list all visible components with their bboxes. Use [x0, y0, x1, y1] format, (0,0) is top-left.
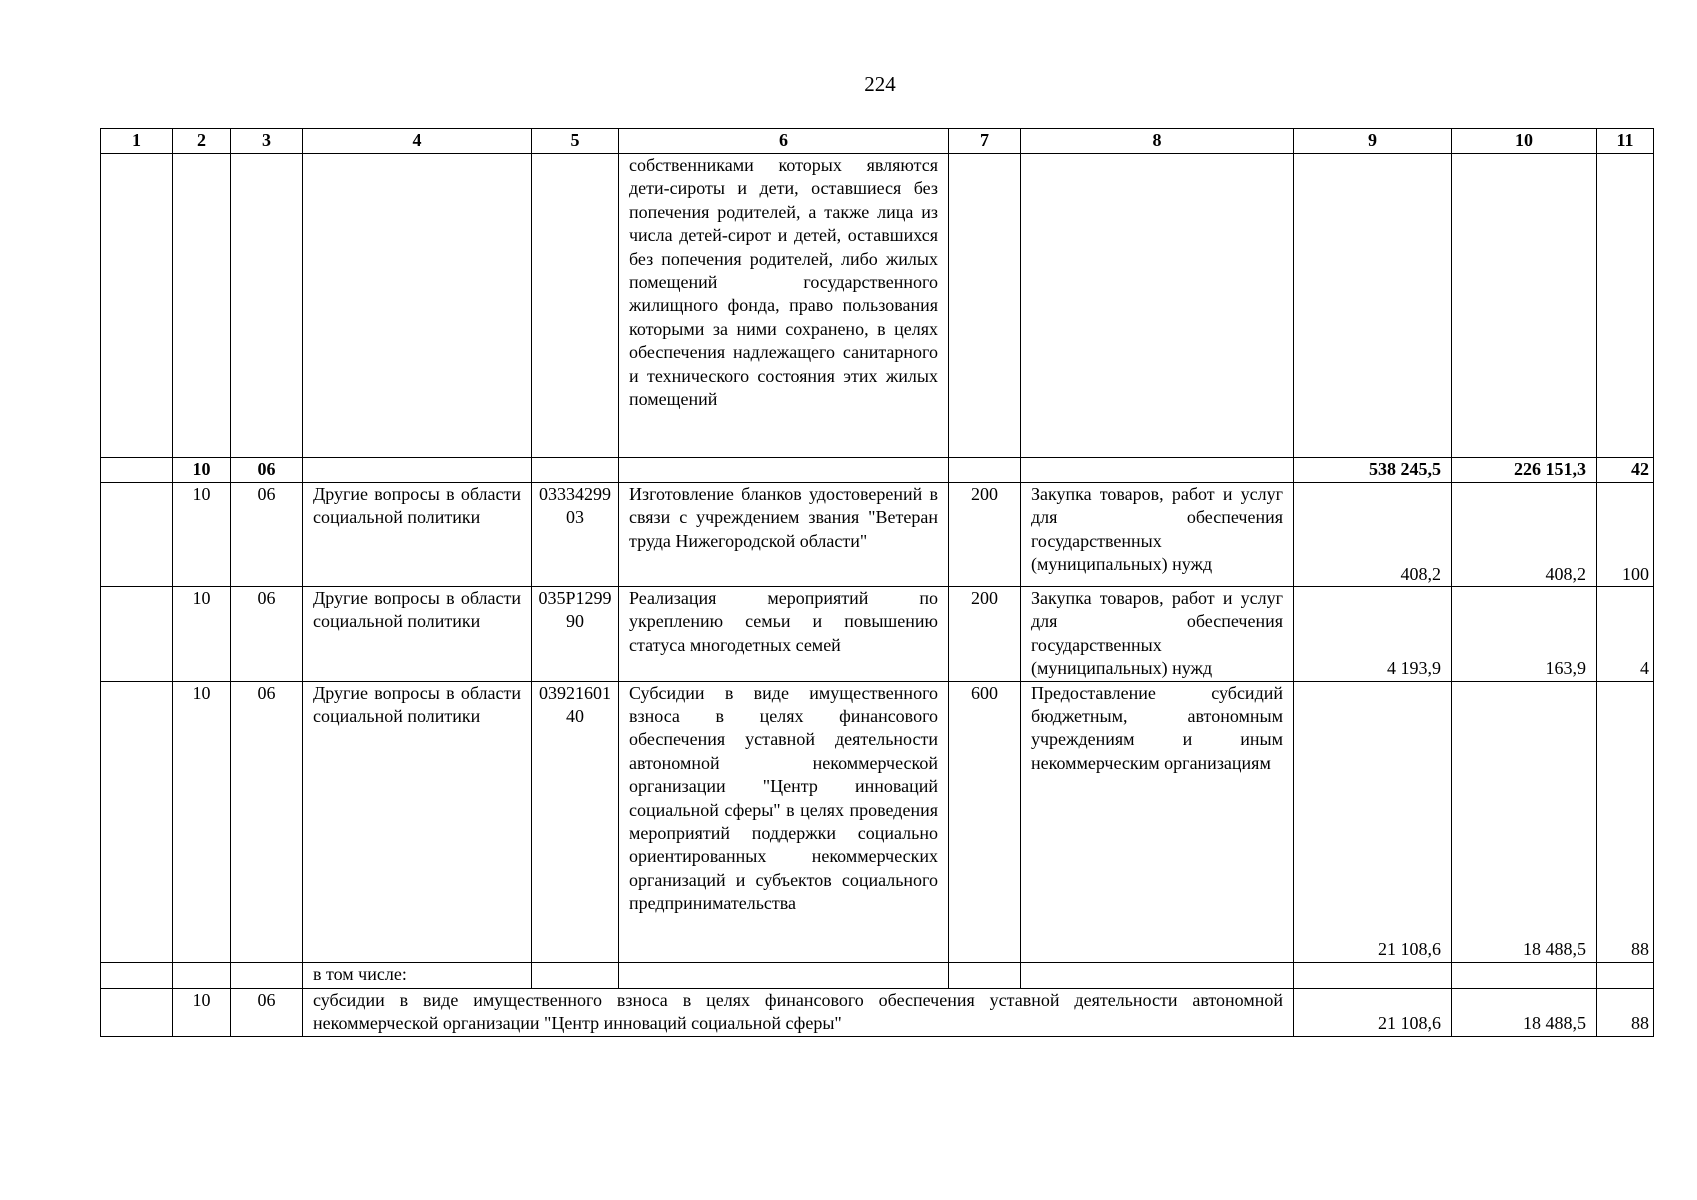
expense-type-code: 200 [949, 483, 1021, 587]
sub-row [101, 988, 1654, 1036]
header-cell: 2 [173, 129, 231, 154]
including-row [101, 962, 1654, 988]
subsection-code: 06 [231, 988, 303, 1036]
continuation-row [101, 154, 1654, 458]
header-row [101, 129, 1654, 154]
header-cell: 5 [532, 129, 619, 154]
section-code: 10 [173, 483, 231, 587]
planned-amount: 21 108,6 [1294, 988, 1452, 1036]
percent-executed: 42 [1597, 458, 1654, 483]
expense-type-code: 200 [949, 587, 1021, 682]
header-cell: 4 [303, 129, 532, 154]
header-cell: 11 [1597, 129, 1654, 154]
subsection-code: 06 [231, 681, 303, 962]
purpose-cell: Реализация мероприятий по укреплению семьи и повышению статуса многодетных семей [619, 587, 949, 682]
actual-amount: 226 151,3 [1452, 458, 1597, 483]
planned-amount: 21 108,6 [1294, 681, 1452, 962]
total-row [101, 458, 1654, 483]
header-cell: 8 [1021, 129, 1294, 154]
subsection-code: 06 [231, 458, 303, 483]
planned-amount: 4 193,9 [1294, 587, 1452, 682]
purpose-cell: Субсидии в виде имущественного взноса в целях финансового обеспечения уставной деятельности автономной некоммерческой организации "Центр инноваций социальной сферы" в целях проведения мероприятий поддержки социально ориентированных некоммерческих организаций и субъектов социального предпринимательства [619, 681, 949, 962]
percent-executed: 88 [1597, 988, 1654, 1036]
subsection-code: 06 [231, 483, 303, 587]
expense-type-name: Предоставление субсидий бюджетным, автономным учреждениям и иным некоммерческим организациям [1021, 681, 1294, 962]
page-number: 224 [864, 72, 896, 96]
section-code: 10 [173, 988, 231, 1036]
planned-amount: 408,2 [1294, 483, 1452, 587]
section-name: Другие вопросы в области социальной политики [303, 587, 532, 682]
header-cell: 9 [1294, 129, 1452, 154]
table-row [101, 681, 1654, 962]
table-row [101, 587, 1654, 682]
target-article-code: 035Р129990 [532, 587, 619, 682]
actual-amount: 163,9 [1452, 587, 1597, 682]
table-row [101, 483, 1654, 587]
including-label: в том числе: [303, 962, 532, 988]
header-cell: 6 [619, 129, 949, 154]
header-cell: 1 [101, 129, 173, 154]
section-name: Другие вопросы в области социальной политики [303, 483, 532, 587]
expense-type-name: Закупка товаров, работ и услуг для обеспечения государственных (муниципальных) нужд [1021, 483, 1294, 587]
percent-executed: 88 [1597, 681, 1654, 962]
actual-amount: 18 488,5 [1452, 681, 1597, 962]
subsection-code: 06 [231, 587, 303, 682]
target-article-code: 0392160140 [532, 681, 619, 962]
section-code: 10 [173, 587, 231, 682]
section-code: 10 [173, 458, 231, 483]
sub-row-description: субсидии в виде имущественного взноса в целях финансового обеспечения уставной деятельности автономной некоммерческой организации "Центр инноваций социальной сферы" [303, 988, 1294, 1036]
header-cell: 3 [231, 129, 303, 154]
planned-amount: 538 245,5 [1294, 458, 1452, 483]
purpose-cell: собственниками которых являются дети-сироты и дети, оставшиеся без попечения родителей, а также лица из числа детей-сирот и детей, оставшихся без попечения родителей, либо жилых помещений государственного жилищного фонда, право пользования которыми за ними сохранено, в целях обеспечения надлежащего санитарного и технического состояния этих жилых помещений [619, 154, 949, 458]
expense-type-name: Закупка товаров, работ и услуг для обеспечения государственных (муниципальных) нужд [1021, 587, 1294, 682]
target-article-code: 0333429903 [532, 483, 619, 587]
purpose-cell: Изготовление бланков удостоверений в связи с учреждением звания "Ветеран труда Нижегородской области" [619, 483, 949, 587]
expense-type-code: 600 [949, 681, 1021, 962]
header-cell: 7 [949, 129, 1021, 154]
actual-amount: 408,2 [1452, 483, 1597, 587]
percent-executed: 4 [1597, 587, 1654, 682]
actual-amount: 18 488,5 [1452, 988, 1597, 1036]
section-name: Другие вопросы в области социальной политики [303, 681, 532, 962]
percent-executed: 100 [1597, 483, 1654, 587]
section-code: 10 [173, 681, 231, 962]
budget-table [100, 128, 1654, 1037]
header-cell: 10 [1452, 129, 1597, 154]
